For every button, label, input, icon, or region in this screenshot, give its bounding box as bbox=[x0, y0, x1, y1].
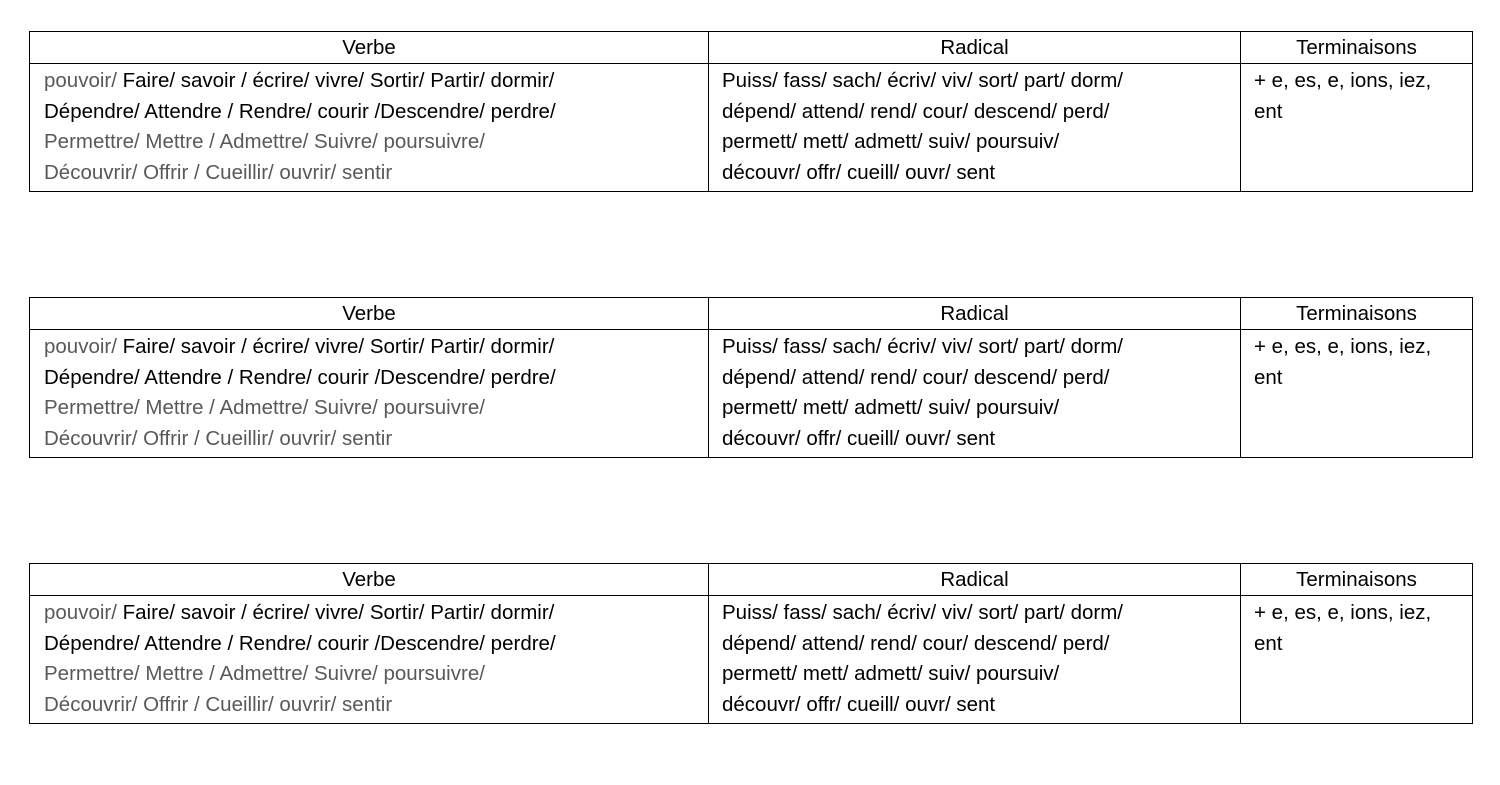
conjugation-table-2 bbox=[29, 297, 1473, 458]
verbe-line-1 bbox=[44, 598, 702, 629]
radical-line-2: dépend/ attend/ rend/ cour/ descend/ perd/ bbox=[722, 631, 1110, 655]
header-verbe: Verbe bbox=[30, 564, 709, 596]
radical-cell bbox=[709, 330, 1241, 458]
radical-line-2: dépend/ attend/ rend/ cour/ descend/ perd/ bbox=[722, 365, 1110, 389]
verbe-line-1-grey: pouvoir/ bbox=[44, 601, 117, 624]
header-row bbox=[30, 298, 1473, 330]
radical-line-2: dépend/ attend/ rend/ cour/ descend/ perd/ bbox=[722, 99, 1110, 123]
header-verbe: Verbe bbox=[30, 298, 709, 330]
conjugation-table-1 bbox=[29, 31, 1473, 192]
verbe-line-2: Dépendre/ Attendre / Rendre/ courir /Descendre/ perdre/ bbox=[44, 631, 556, 655]
table-row bbox=[30, 64, 1473, 192]
header-verbe: Verbe bbox=[30, 32, 709, 64]
verbe-line-4: Découvrir/ Offrir / Cueillir/ ouvrir/ sentir bbox=[44, 160, 393, 184]
radical-line-1: Puiss/ fass/ sach/ écriv/ viv/ sort/ part/ dorm/ bbox=[722, 335, 1124, 358]
verbe-line-1 bbox=[44, 332, 702, 363]
radical-line-3: permett/ mett/ admett/ suiv/ poursuiv/ bbox=[722, 662, 1060, 686]
radical-line-1: Puiss/ fass/ sach/ écriv/ viv/ sort/ part/ dorm/ bbox=[722, 69, 1124, 92]
verbe-line-4: Découvrir/ Offrir / Cueillir/ ouvrir/ sentir bbox=[44, 692, 393, 716]
terminaisons-line-2: ent bbox=[1254, 99, 1283, 123]
terminaisons-cell bbox=[1241, 64, 1473, 192]
verbe-cell bbox=[30, 596, 709, 724]
verbe-cell bbox=[30, 64, 709, 192]
table-row bbox=[30, 596, 1473, 724]
header-row bbox=[30, 32, 1473, 64]
terminaisons-line-1: + e, es, e, ions, iez, bbox=[1254, 335, 1432, 358]
header-terminaisons: Terminaisons bbox=[1241, 32, 1473, 64]
verbe-cell bbox=[30, 330, 709, 458]
radical-line-3: permett/ mett/ admett/ suiv/ poursuiv/ bbox=[722, 396, 1060, 420]
terminaisons-line-1: + e, es, e, ions, iez, bbox=[1254, 601, 1432, 624]
verbe-line-1-grey: pouvoir/ bbox=[44, 69, 117, 92]
verbe-line-1-black: Faire/ savoir / écrire/ vivre/ Sortir/ Partir/ dormir/ bbox=[116, 69, 555, 92]
verbe-line-2: Dépendre/ Attendre / Rendre/ courir /Descendre/ perdre/ bbox=[44, 99, 556, 123]
table-row bbox=[30, 330, 1473, 458]
header-terminaisons: Terminaisons bbox=[1241, 298, 1473, 330]
terminaisons-cell bbox=[1241, 330, 1473, 458]
conjugation-table-3 bbox=[29, 563, 1473, 724]
terminaisons-line-2: ent bbox=[1254, 631, 1283, 655]
terminaisons-cell bbox=[1241, 596, 1473, 724]
terminaisons-line-2: ent bbox=[1254, 365, 1283, 389]
verbe-line-1-black: Faire/ savoir / écrire/ vivre/ Sortir/ Partir/ dormir/ bbox=[116, 601, 555, 624]
header-radical: Radical bbox=[709, 298, 1241, 330]
header-radical: Radical bbox=[709, 564, 1241, 596]
radical-line-4: découvr/ offr/ cueill/ ouvr/ sent bbox=[722, 160, 996, 184]
header-radical: Radical bbox=[709, 32, 1241, 64]
verbe-line-3: Permettre/ Mettre / Admettre/ Suivre/ poursuivre/ bbox=[44, 662, 485, 686]
radical-line-3: permett/ mett/ admett/ suiv/ poursuiv/ bbox=[722, 130, 1060, 154]
header-row bbox=[30, 564, 1473, 596]
terminaisons-line-1: + e, es, e, ions, iez, bbox=[1254, 69, 1432, 92]
radical-line-4: découvr/ offr/ cueill/ ouvr/ sent bbox=[722, 426, 996, 450]
verbe-line-3: Permettre/ Mettre / Admettre/ Suivre/ poursuivre/ bbox=[44, 396, 485, 420]
verbe-line-3: Permettre/ Mettre / Admettre/ Suivre/ poursuivre/ bbox=[44, 130, 485, 154]
verbe-line-1 bbox=[44, 66, 702, 97]
radical-cell bbox=[709, 64, 1241, 192]
verbe-line-4: Découvrir/ Offrir / Cueillir/ ouvrir/ sentir bbox=[44, 426, 393, 450]
radical-line-4: découvr/ offr/ cueill/ ouvr/ sent bbox=[722, 692, 996, 716]
verbe-line-1-grey: pouvoir/ bbox=[44, 335, 117, 358]
verbe-line-2: Dépendre/ Attendre / Rendre/ courir /Descendre/ perdre/ bbox=[44, 365, 556, 389]
radical-cell bbox=[709, 596, 1241, 724]
header-terminaisons: Terminaisons bbox=[1241, 564, 1473, 596]
verbe-line-1-black: Faire/ savoir / écrire/ vivre/ Sortir/ Partir/ dormir/ bbox=[116, 335, 555, 358]
radical-line-1: Puiss/ fass/ sach/ écriv/ viv/ sort/ part/ dorm/ bbox=[722, 601, 1124, 624]
